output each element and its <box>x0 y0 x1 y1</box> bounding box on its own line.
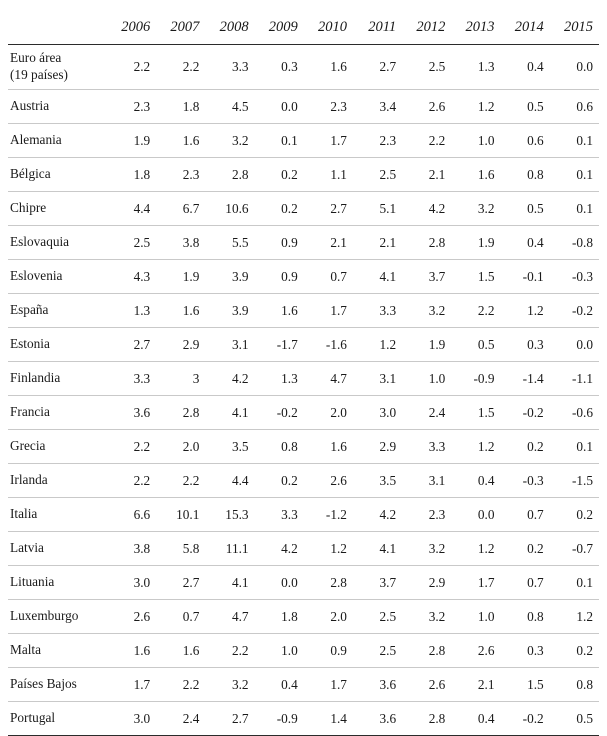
cell-value: 3.2 <box>428 302 446 318</box>
cell-value: 1.7 <box>477 574 495 590</box>
cell-value: 2.5 <box>428 59 446 74</box>
column-header-blank <box>8 0 107 45</box>
cell-value: 0.1 <box>281 132 298 148</box>
cell-value: 2.0 <box>330 608 347 624</box>
row-label: Finlandia <box>10 370 61 386</box>
cell-value: -1.7 <box>276 336 298 352</box>
cell-value: 2.1 <box>330 234 347 250</box>
table-row <box>8 668 599 702</box>
table-row <box>8 124 599 158</box>
cell-value: 1.2 <box>477 438 495 454</box>
cell-value: 4.2 <box>281 540 298 556</box>
cell-value: -0.3 <box>571 268 593 284</box>
cell-value: -0.2 <box>522 404 544 420</box>
cell-value: 1.2 <box>477 540 495 556</box>
cell-value: 3.3 <box>428 438 446 454</box>
cell-value: 0.9 <box>330 642 347 658</box>
cell-value: 0.5 <box>576 710 593 726</box>
cell-value: 0.1 <box>576 438 593 454</box>
cell-value: 0.2 <box>527 540 544 556</box>
cell-value: 2.2 <box>133 472 151 488</box>
cell-value: 1.8 <box>281 608 298 624</box>
cell-value: 2.0 <box>182 438 200 454</box>
cell-value: -1.2 <box>325 506 347 522</box>
cell-value: 1.6 <box>133 642 151 658</box>
cell-value: 1.6 <box>281 302 298 318</box>
column-header-2013: 2013 <box>451 0 500 45</box>
cell-value: 1.5 <box>527 676 544 692</box>
cell-value: 3.3 <box>231 59 249 74</box>
cell-value: 0.8 <box>527 166 544 182</box>
cell-value: 4.7 <box>231 608 249 624</box>
cell-value: 0.3 <box>281 59 298 74</box>
cell-value: 0.4 <box>281 676 298 692</box>
cell-value: 3.5 <box>231 438 249 454</box>
cell-value: 1.2 <box>477 98 495 114</box>
cell-value: 3.6 <box>379 676 397 692</box>
cell-value: 4.2 <box>231 370 249 386</box>
row-label: Alemania <box>10 132 62 148</box>
cell-value: -0.9 <box>473 370 495 386</box>
cell-value: 0.2 <box>281 200 298 216</box>
cell-value: 3.2 <box>231 132 249 148</box>
cell-value: 3.1 <box>379 370 397 386</box>
cell-value: 3.0 <box>133 710 151 726</box>
row-label: Luxemburgo <box>10 608 79 624</box>
table-row <box>8 634 599 668</box>
cell-value: 1.0 <box>477 608 495 624</box>
row-label: Malta <box>10 642 42 658</box>
cell-value: 4.2 <box>428 200 446 216</box>
table-row <box>8 260 599 294</box>
table-row <box>8 192 599 226</box>
cell-value: 0.2 <box>576 506 593 522</box>
cell-value: 0.2 <box>281 472 298 488</box>
cell-value: 3.9 <box>231 302 249 318</box>
cell-value: 1.2 <box>379 336 397 352</box>
cell-value: 2.3 <box>428 506 446 522</box>
cell-value: 3.6 <box>133 404 151 420</box>
cell-value: 0.0 <box>477 506 495 522</box>
cell-value: 0.7 <box>182 608 200 624</box>
cell-value: 4.1 <box>231 574 249 590</box>
row-label: Grecia <box>10 438 46 454</box>
cell-value: 2.7 <box>231 710 249 726</box>
cell-value: 2.5 <box>379 608 397 624</box>
cell-value: 1.6 <box>330 438 347 454</box>
cell-value: -0.2 <box>571 302 593 318</box>
cell-value: 3.7 <box>379 574 397 590</box>
table-row <box>8 328 599 362</box>
table-row <box>8 532 599 566</box>
row-label: Italia <box>10 506 38 522</box>
cell-value: 3.1 <box>428 472 446 488</box>
cell-value: 2.2 <box>133 59 151 74</box>
row-label: Países Bajos <box>10 676 77 692</box>
cell-value: 5.1 <box>379 200 397 216</box>
cell-value: -0.2 <box>522 710 544 726</box>
cell-value: 1.7 <box>330 132 347 148</box>
cell-value: 2.4 <box>182 710 200 726</box>
column-header-2014: 2014 <box>501 0 550 45</box>
cell-value: 0.5 <box>477 336 495 352</box>
cell-value: 2.6 <box>330 472 347 488</box>
cell-value: 4.1 <box>379 268 397 284</box>
cell-value: 0.0 <box>281 98 298 114</box>
cell-value: 2.3 <box>182 166 200 182</box>
table-row <box>8 294 599 328</box>
cell-value: 1.6 <box>182 132 200 148</box>
cell-value: -1.4 <box>522 370 544 386</box>
cell-value: 1.4 <box>330 710 347 726</box>
cell-value: 4.7 <box>330 370 347 386</box>
cell-value: 3.7 <box>428 268 446 284</box>
cell-value: 2.8 <box>182 404 200 420</box>
cell-value: 4.1 <box>231 404 249 420</box>
cell-value: 0.8 <box>576 676 593 692</box>
cell-value: 0.0 <box>281 574 298 590</box>
cell-value: 3.2 <box>428 540 446 556</box>
row-label: Bélgica <box>10 166 51 182</box>
cell-value: 2.7 <box>133 336 151 352</box>
cell-value: 2.3 <box>330 98 347 114</box>
cell-value: 3.3 <box>379 302 397 318</box>
table-row <box>8 45 599 90</box>
cell-value: -0.6 <box>571 404 593 420</box>
table-row <box>8 396 599 430</box>
cell-value: 10.1 <box>176 506 200 522</box>
row-label: Austria <box>10 98 50 114</box>
cell-value: 1.6 <box>477 166 495 182</box>
cell-value: 0.2 <box>527 438 544 454</box>
cell-value: 2.7 <box>379 59 397 74</box>
table-row <box>8 158 599 192</box>
cell-value: 1.3 <box>281 370 298 386</box>
cell-value: 6.6 <box>133 506 151 522</box>
row-label: Irlanda <box>10 472 48 488</box>
cell-value: -0.3 <box>522 472 544 488</box>
table-row <box>8 430 599 464</box>
cell-value: 3 <box>192 370 200 386</box>
table-header-row <box>8 0 599 45</box>
cell-value: 2.5 <box>379 642 397 658</box>
cell-value: 3.3 <box>281 506 298 522</box>
cell-value: 6.7 <box>182 200 200 216</box>
cell-value: 0.4 <box>477 710 495 726</box>
cell-value: 3.4 <box>379 98 397 114</box>
table-row <box>8 90 599 124</box>
cell-value: 1.0 <box>281 642 298 658</box>
row-label-line1: Euro área <box>10 50 62 66</box>
cell-value: 2.8 <box>428 234 446 250</box>
cell-value: 2.7 <box>330 200 347 216</box>
cell-value: 1.6 <box>182 642 200 658</box>
cell-value: 1.0 <box>477 132 495 148</box>
cell-value: 2.2 <box>182 676 200 692</box>
cell-value: -0.2 <box>276 404 298 420</box>
cell-value: 2.9 <box>182 336 200 352</box>
row-label-line2: (19 países) <box>10 67 68 82</box>
cell-value: 1.0 <box>428 370 446 386</box>
column-header-2010: 2010 <box>304 0 353 45</box>
row-label <box>8 45 107 90</box>
cell-value: 2.0 <box>330 404 347 420</box>
cell-value: 1.2 <box>576 608 593 624</box>
cell-value: 1.5 <box>477 404 495 420</box>
cell-value: 0.9 <box>281 234 298 250</box>
cell-value: 2.8 <box>428 710 446 726</box>
row-label: España <box>10 302 49 318</box>
cell-value: 1.3 <box>133 302 151 318</box>
cell-value: 2.2 <box>477 302 495 318</box>
cell-value: 2.2 <box>428 132 446 148</box>
cell-value: 2.9 <box>428 574 446 590</box>
cell-value: 3.2 <box>428 608 446 624</box>
cell-value: 2.4 <box>428 404 446 420</box>
cell-value: 2.5 <box>379 166 397 182</box>
cell-value: 0.5 <box>527 200 544 216</box>
cell-value: 2.1 <box>428 166 446 182</box>
cell-value: 0.0 <box>576 59 593 74</box>
cell-value: 1.8 <box>182 98 200 114</box>
cell-value: -0.7 <box>571 540 593 556</box>
cell-value: 0.2 <box>281 166 298 182</box>
cell-value: 3.2 <box>231 676 249 692</box>
cell-value: 2.1 <box>379 234 397 250</box>
cell-value: 1.8 <box>133 166 151 182</box>
cell-value: 0.4 <box>477 472 495 488</box>
table-row <box>8 702 599 736</box>
cell-value: 2.6 <box>428 676 446 692</box>
cell-value: 3.3 <box>133 370 151 386</box>
column-header-2006: 2006 <box>107 0 156 45</box>
cell-value: 2.8 <box>330 574 347 590</box>
cell-value: 2.6 <box>428 98 446 114</box>
cell-value: 4.4 <box>231 472 249 488</box>
cell-value: 10.6 <box>225 200 249 216</box>
cell-value: 2.5 <box>133 234 151 250</box>
cell-value: 2.8 <box>231 166 249 182</box>
cell-value: 0.6 <box>527 132 544 148</box>
cell-value: 2.2 <box>133 438 151 454</box>
cell-value: 15.3 <box>225 506 249 522</box>
cell-value: 2.8 <box>428 642 446 658</box>
cell-value: -1.1 <box>571 370 593 386</box>
cell-value: 0.5 <box>527 98 544 114</box>
cell-value: 0.7 <box>527 506 544 522</box>
cell-value: 4.5 <box>231 98 249 114</box>
row-label: Francia <box>10 404 50 420</box>
column-header-2009: 2009 <box>255 0 304 45</box>
cell-value: 3.9 <box>231 268 249 284</box>
table-row <box>8 600 599 634</box>
cell-value: 0.7 <box>330 268 347 284</box>
column-header-2012: 2012 <box>402 0 451 45</box>
table-row <box>8 566 599 600</box>
cell-value: 3.0 <box>133 574 151 590</box>
cell-value: 1.9 <box>428 336 446 352</box>
table-header <box>8 0 599 45</box>
cell-value: -0.8 <box>571 234 593 250</box>
cell-value: 2.2 <box>182 59 200 74</box>
cell-value: 0.1 <box>576 200 593 216</box>
table-row <box>8 498 599 532</box>
row-label: Portugal <box>10 710 56 726</box>
cell-value: -1.6 <box>325 336 347 352</box>
cell-value: 0.3 <box>527 336 544 352</box>
cell-value: 1.6 <box>330 59 347 74</box>
row-label: Latvia <box>10 540 44 556</box>
cell-value: 1.2 <box>330 540 347 556</box>
cell-value: 4.2 <box>379 506 397 522</box>
cell-value: 0.0 <box>576 336 593 352</box>
cell-value: 0.2 <box>576 642 593 658</box>
cell-value: 3.8 <box>133 540 151 556</box>
cell-value: 0.1 <box>576 166 593 182</box>
row-label: Lituania <box>10 574 55 590</box>
cell-value: 2.6 <box>477 642 495 658</box>
cell-value: 3.5 <box>379 472 397 488</box>
table-row <box>8 362 599 396</box>
cell-value: 2.7 <box>182 574 200 590</box>
row-label: Eslovaquia <box>10 234 70 250</box>
cell-value: 0.6 <box>576 98 593 114</box>
cell-value: 4.3 <box>133 268 151 284</box>
cell-value: 2.2 <box>231 642 249 658</box>
cell-value: 1.7 <box>133 676 151 692</box>
column-header-2007: 2007 <box>156 0 205 45</box>
cell-value: 1.7 <box>330 302 347 318</box>
cell-value: 1.7 <box>330 676 347 692</box>
cell-value: 2.6 <box>133 608 151 624</box>
cell-value: 0.1 <box>576 132 593 148</box>
row-label: Eslovenia <box>10 268 63 284</box>
cell-value: -0.9 <box>276 710 298 726</box>
cell-value: 0.3 <box>527 642 544 658</box>
cell-value: 1.6 <box>182 302 200 318</box>
cell-value: -0.1 <box>522 268 544 284</box>
cell-value: 0.4 <box>527 59 544 74</box>
cell-value: 4.1 <box>379 540 397 556</box>
cell-value: 2.2 <box>182 472 200 488</box>
cell-value: 2.3 <box>379 132 397 148</box>
row-label: Estonia <box>10 336 50 352</box>
cell-value: 0.7 <box>527 574 544 590</box>
column-header-2011: 2011 <box>353 0 402 45</box>
table-body <box>8 45 599 736</box>
cell-value: 11.1 <box>225 540 249 556</box>
cell-value: -1.5 <box>571 472 593 488</box>
cell-value: 3.2 <box>477 200 495 216</box>
cell-value: 3.6 <box>379 710 397 726</box>
cell-value: 0.8 <box>527 608 544 624</box>
cell-value: 5.8 <box>182 540 200 556</box>
data-table <box>8 0 599 735</box>
cell-value: 3.0 <box>379 404 397 420</box>
table-row <box>8 226 599 260</box>
cell-value: 0.4 <box>527 234 544 250</box>
cell-value: 4.4 <box>133 200 151 216</box>
cell-value: 0.1 <box>576 574 593 590</box>
cell-value: 1.9 <box>477 234 495 250</box>
table-row <box>8 464 599 498</box>
cell-value: 3.1 <box>231 336 249 352</box>
cell-value: 5.5 <box>231 234 249 250</box>
cell-value: 0.8 <box>281 438 298 454</box>
cell-value: 3.8 <box>182 234 200 250</box>
cell-value: 1.2 <box>527 302 544 318</box>
cell-value: 2.1 <box>477 676 495 692</box>
cell-value: 0.9 <box>281 268 298 284</box>
cell-value: 2.3 <box>133 98 151 114</box>
cell-value: 1.1 <box>330 166 347 182</box>
cell-value: 1.5 <box>477 268 495 284</box>
row-label: Chipre <box>10 200 47 216</box>
column-header-2015: 2015 <box>550 0 599 45</box>
cell-value: 1.9 <box>133 132 151 148</box>
column-header-2008: 2008 <box>205 0 254 45</box>
cell-value: 1.3 <box>477 59 495 74</box>
cell-value: 2.9 <box>379 438 397 454</box>
cell-value: 1.9 <box>182 268 200 284</box>
